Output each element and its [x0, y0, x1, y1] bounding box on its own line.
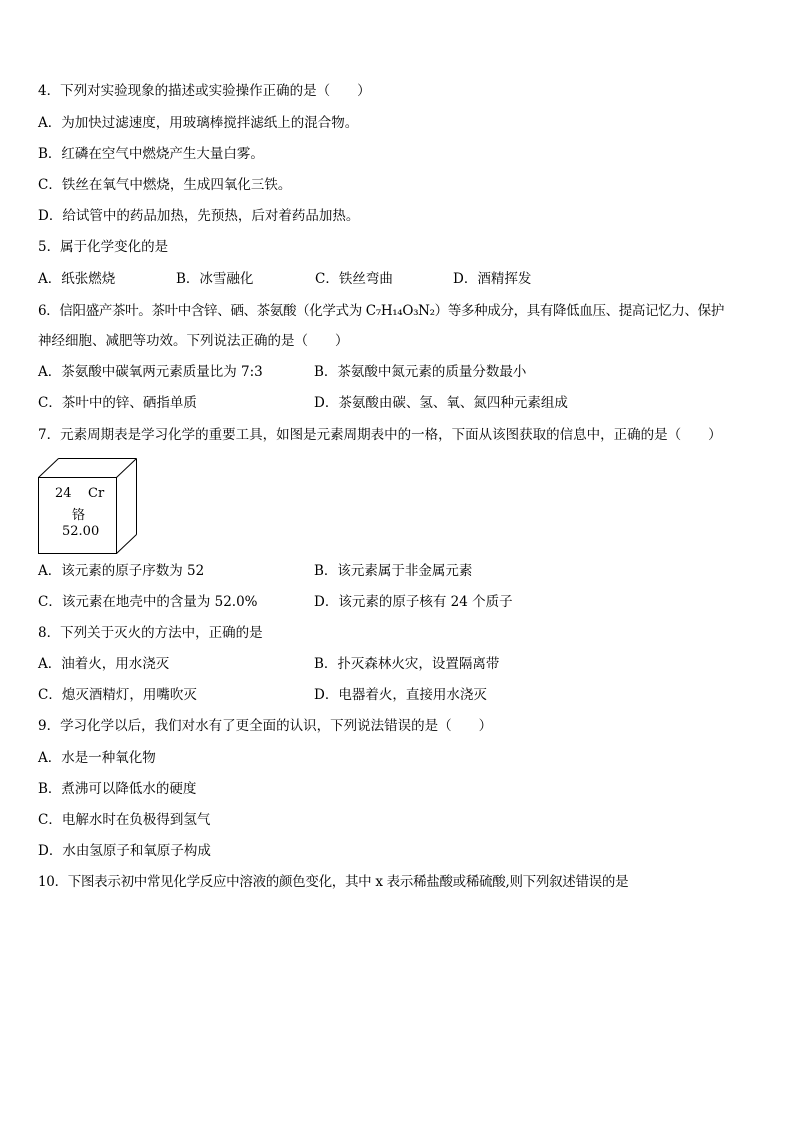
question-7-option-d: D．该元素的原子核有 24 个质子	[314, 594, 513, 610]
question-5-option-c: C．铁丝弯曲	[315, 271, 393, 287]
question-8-option-b: B．扑灭森林火灾，设置隔离带	[314, 656, 500, 672]
question-6-option-c: C．茶叶中的锌、硒指单质	[38, 395, 197, 411]
question-5-option-a: A．纸张燃烧	[38, 271, 116, 287]
element-atomic-number: 24	[55, 486, 72, 501]
question-7-stem: 7．元素周期表是学习化学的重要工具，如图是元素周期表中的一格，下面从该图获取的信息中，正确的是（ ）	[38, 427, 722, 443]
question-8-option-c: C．熄灭酒精灯，用嘴吹灭	[38, 687, 197, 703]
question-6-stem-line1: 6．信阳盛产茶叶。茶叶中含锌、硒、茶氨酸（化学式为 C₇H₁₄O₃N₂）等多种成分，具有降低血压、提高记忆力、保护	[38, 303, 724, 319]
element-symbol: Cr	[88, 486, 105, 501]
question-6-stem-line2: 神经细胞、减肥等功效。下列说法正确的是（ ）	[38, 333, 349, 349]
question-7-option-b: B．该元素属于非金属元素	[314, 563, 473, 579]
question-6-option-d: D．茶氨酸由碳、氢、氧、氮四种元素组成	[314, 395, 568, 411]
question-4-stem: 4．下列对实验现象的描述或实验操作正确的是（ ）	[38, 83, 371, 99]
element-name: 铬	[72, 508, 86, 523]
question-7-option-c: C．该元素在地壳中的含量为 52.0%	[38, 594, 258, 610]
question-8-option-d: D．电器着火，直接用水浇灭	[314, 687, 487, 703]
question-4-option-c: C．铁丝在氧气中燃烧，生成四氧化三铁。	[38, 177, 292, 193]
question-10-stem: 10．下图表示初中常见化学反应中溶液的颜色变化，其中 x 表示稀盐酸或稀硫酸,则下列叙述错误的是	[38, 874, 629, 890]
question-9-option-a: A．水是一种氧化物	[38, 750, 156, 766]
question-6-option-b: B．茶氨酸中氮元素的质量分数最小	[314, 364, 527, 380]
question-4-option-d: D．给试管中的药品加热，先预热，后对着药品加热。	[38, 208, 360, 224]
question-5-stem: 5．属于化学变化的是	[38, 239, 169, 255]
question-9-stem: 9．学习化学以后，我们对水有了更全面的认识，下列说法错误的是（ ）	[38, 718, 493, 734]
periodic-cell-cube-outline	[38, 458, 138, 554]
question-9-option-b: B．煮沸可以降低水的硬度	[38, 781, 197, 797]
periodic-table-cell	[38, 458, 138, 554]
question-4-option-b: B．红磷在空气中燃烧产生大量白雾。	[38, 146, 264, 162]
question-4-option-a: A．为加快过滤速度，用玻璃棒搅拌滤纸上的混合物。	[38, 115, 359, 131]
question-5-option-d: D．酒精挥发	[453, 271, 532, 287]
question-6-option-a: A．茶氨酸中碳氧两元素质量比为 7:3	[38, 364, 263, 380]
question-7-option-a: A．该元素的原子序数为 52	[38, 563, 205, 579]
element-atomic-mass: 52.00	[62, 524, 100, 539]
question-9-option-d: D．水由氢原子和氧原子构成	[38, 843, 211, 859]
question-8-stem: 8．下列关于灭火的方法中，正确的是	[38, 625, 263, 641]
question-9-option-c: C．电解水时在负极得到氢气	[38, 812, 211, 828]
question-5-option-b: B．冰雪融化	[176, 271, 254, 287]
question-8-option-a: A．油着火，用水浇灭	[38, 656, 170, 672]
